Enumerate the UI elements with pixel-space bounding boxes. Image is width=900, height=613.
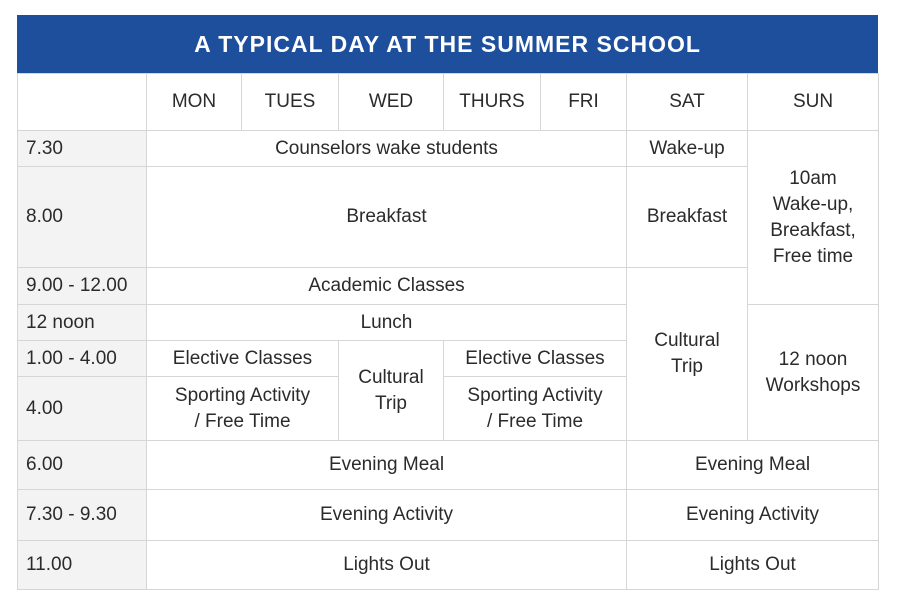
day-header-sun: SUN <box>748 74 879 131</box>
weekday-evening-meal-cell: Evening Meal <box>147 441 627 490</box>
weekday-academic-cell: Academic Classes <box>147 268 627 305</box>
sport-line: Sporting Activity <box>467 384 603 406</box>
day-header-wed: WED <box>339 74 444 131</box>
sunday-morning-line: Wake-up, <box>772 193 854 215</box>
sunday-morning-cell <box>748 131 879 305</box>
weekday-lunch-cell: Lunch <box>147 305 627 341</box>
sunday-morning-line: 10am <box>789 167 837 189</box>
corner-cell <box>18 74 147 131</box>
sport-line: / Free Time <box>486 410 584 432</box>
table-row <box>18 541 879 590</box>
time-cell: 7.30 - 9.30 <box>18 490 147 541</box>
weekend-evening-meal-cell: Evening Meal <box>627 441 879 490</box>
time-cell: 1.00 - 4.00 <box>18 341 147 377</box>
sunday-workshops-line: Workshops <box>765 374 861 396</box>
sport-mon-tue-cell <box>147 377 339 441</box>
saturday-trip-cell <box>627 268 748 441</box>
elective-mon-tue-cell: Elective Classes <box>147 341 339 377</box>
time-cell: 6.00 <box>18 441 147 490</box>
time-cell: 9.00 - 12.00 <box>18 268 147 305</box>
saturday-breakfast-cell: Breakfast <box>627 167 748 268</box>
sunday-morning-line: Free time <box>772 245 854 267</box>
time-cell: 12 noon <box>18 305 147 341</box>
sport-thu-fri-cell <box>444 377 627 441</box>
saturday-trip-line: Trip <box>670 356 704 377</box>
sunday-workshops-line: 12 noon <box>778 348 848 370</box>
weekend-evening-activity-cell: Evening Activity <box>627 490 879 541</box>
sport-line: / Free Time <box>194 410 291 432</box>
weekday-wake-cell: Counselors wake students <box>147 131 627 167</box>
weekday-breakfast-cell: Breakfast <box>147 167 627 268</box>
weekend-lights-out-cell: Lights Out <box>627 541 879 590</box>
page-title: A TYPICAL DAY AT THE SUMMER SCHOOL <box>17 15 878 73</box>
weekday-lights-out-cell: Lights Out <box>147 541 627 590</box>
time-cell: 11.00 <box>18 541 147 590</box>
sunday-workshops-cell <box>748 305 879 441</box>
table-row <box>18 441 879 490</box>
table-row <box>18 490 879 541</box>
day-header-thurs: THURS <box>444 74 541 131</box>
day-header-sat: SAT <box>627 74 748 131</box>
elective-thu-fri-cell: Elective Classes <box>444 341 627 377</box>
weekday-evening-activity-cell: Evening Activity <box>147 490 627 541</box>
day-header-row <box>18 74 879 131</box>
day-header-fri: FRI <box>541 74 627 131</box>
table-row <box>18 131 879 167</box>
time-cell: 7.30 <box>18 131 147 167</box>
time-cell: 4.00 <box>18 377 147 441</box>
wednesday-trip-cell <box>339 341 444 441</box>
sport-line: Sporting Activity <box>174 384 311 406</box>
wednesday-trip-line: Trip <box>374 392 408 414</box>
saturday-trip-line: Cultural <box>654 330 720 351</box>
day-header-tues: TUES <box>242 74 339 131</box>
schedule-table <box>17 73 879 590</box>
day-header-mon: MON <box>147 74 242 131</box>
time-cell: 8.00 <box>18 167 147 268</box>
table-row <box>18 305 879 341</box>
wednesday-trip-line: Cultural <box>358 366 424 388</box>
saturday-wake-cell: Wake-up <box>627 131 748 167</box>
sunday-morning-line: Breakfast, <box>770 219 856 241</box>
